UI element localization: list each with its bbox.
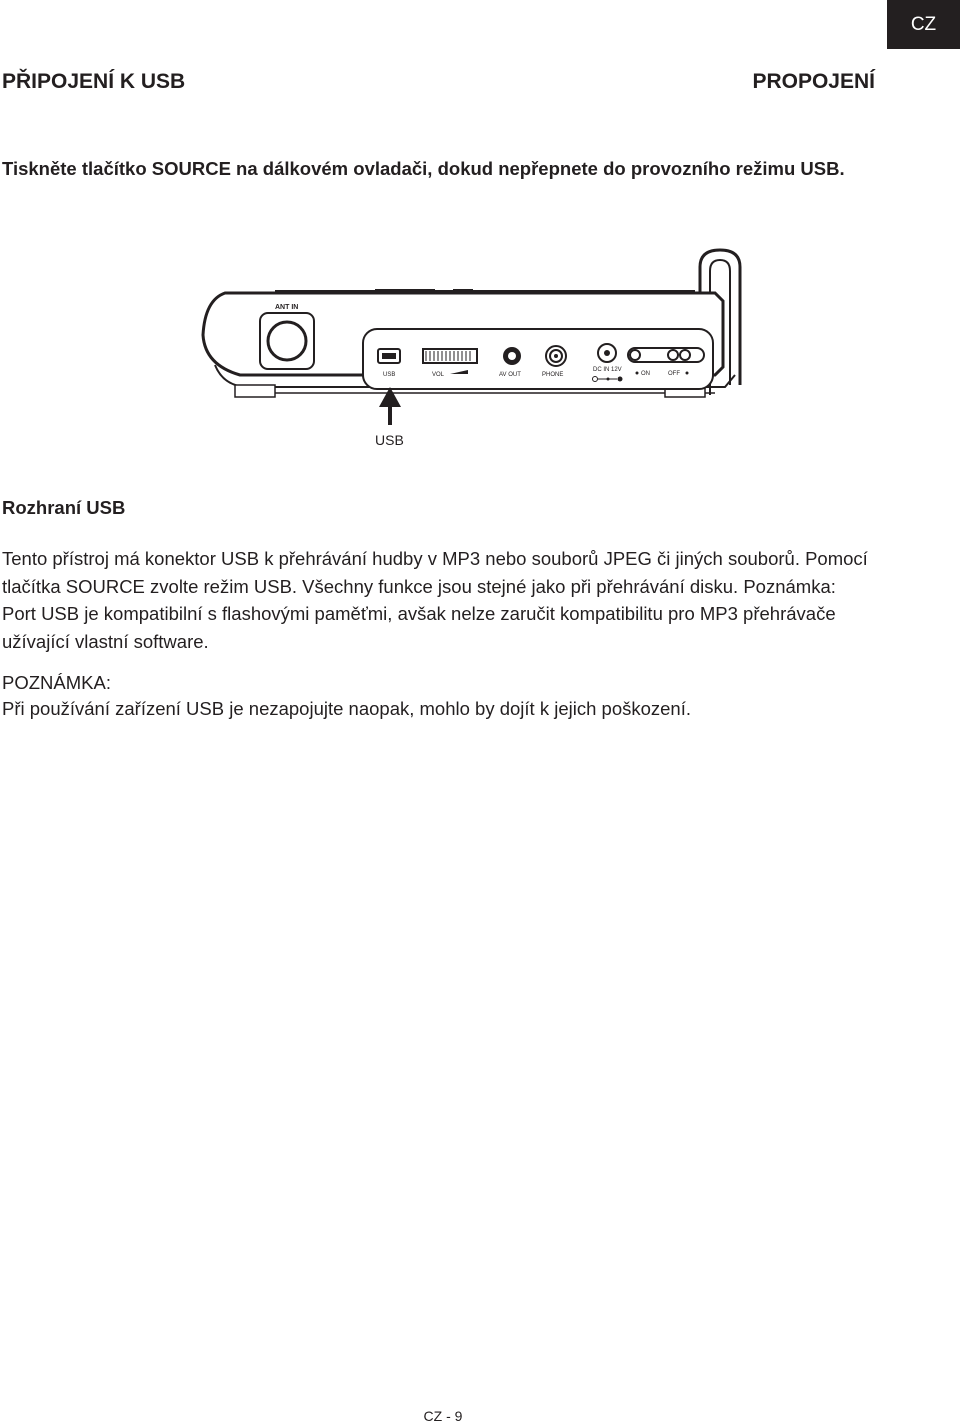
intro-paragraph: Tiskněte tlačítko SOURCE na dálkovém ovladači, dokud nepřepnete do provozního režimu USB. <box>2 158 845 179</box>
page-number: CZ - 9 <box>423 1408 463 1424</box>
language-badge: CZ <box>887 0 960 49</box>
section-title: PŘIPOJENÍ K USB <box>2 70 186 93</box>
interface-description: Tento přístroj má konektor USB k přehrávání hudby v MP3 nebo souborů JPEG či jiných souborů. Pomocí tlačítka SOURCE zvolte režim USB. Všechny funkce jsou stejné jako při přehrávání disku. Poznámka: Port USB je kompatibilní s flashovými paměťmi, avšak nelze zaručit kompatibilitu pro MP3 přehrávače užívající vlastní software. <box>2 548 868 652</box>
note-title: POZNÁMKA: <box>2 672 111 693</box>
usb-port-label: USB <box>383 372 396 378</box>
note-text: Při používání zařízení USB je nezapojujte naopak, mohlo by dojít k jejich poškození. <box>2 698 691 719</box>
device-side-panel-figure <box>195 245 755 455</box>
av-out-label: AV OUT <box>499 372 521 378</box>
usb-callout-label: USB <box>375 432 404 448</box>
phone-label: PHONE <box>542 372 564 378</box>
dc-in-label: DC IN 12V <box>593 367 622 373</box>
on-label: ON <box>641 371 650 377</box>
vol-label: VOL <box>432 372 445 378</box>
interface-title: Rozhraní USB <box>2 497 126 518</box>
chapter-title: PROPOJENÍ <box>752 70 875 93</box>
off-label: OFF <box>668 371 680 377</box>
ant-in-label: ANT IN <box>275 304 299 311</box>
